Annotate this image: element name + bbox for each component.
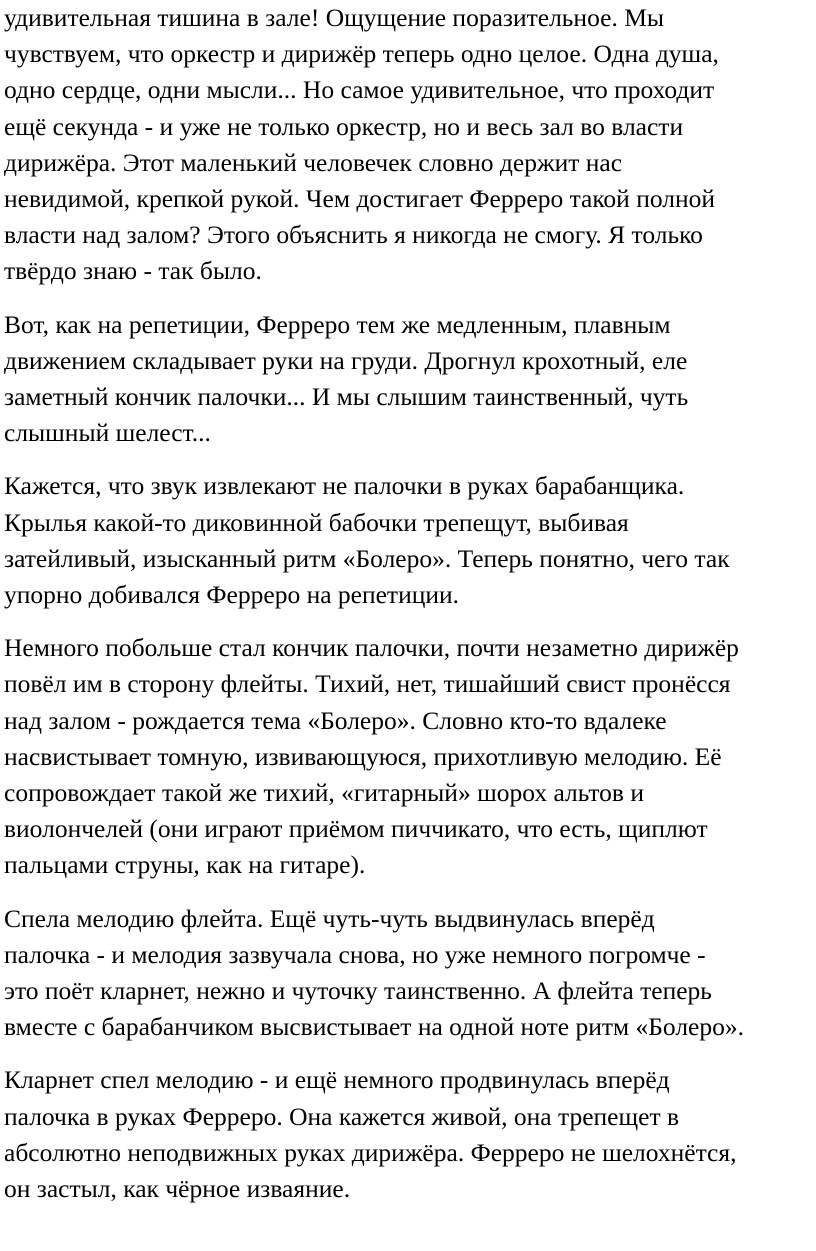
text-line: заметный кончик палочки... И мы слышим таинственный, чуть	[4, 382, 689, 412]
text-line: палочка - и мелодия зазвучала снова, но уже немного погромче -	[4, 939, 706, 969]
paragraph-4	[4, 630, 810, 883]
text-line: чувствуем, что оркестр и дирижёр теперь одно целое. Одна душа,	[4, 39, 719, 69]
text-line: вместе с барабанчиком высвистывает на одной ноте ритм «Болеро».	[4, 1012, 744, 1042]
text-line: дирижёра. Этот маленький человечек словно держит нас	[4, 147, 623, 177]
text-line: Кажется, что звук извлекают не палочки в руках барабанщика.	[4, 471, 685, 501]
text-line: над залом - рождается тема «Болеро». Словно кто-то вдалеке	[4, 705, 667, 735]
text-line: виолончелей (они играют приёмом пиччикато, что есть, щиплют	[4, 814, 708, 844]
paragraph-2	[4, 307, 810, 452]
text-line: упорно добивался Ферреро на репетиции.	[4, 580, 460, 610]
text-line: твёрдо знаю - так было.	[4, 256, 262, 286]
text-line: пальцами струны, как на гитаре).	[4, 850, 366, 880]
text-line: Вот, как на репетиции, Ферреро тем же медленным, плавным	[4, 309, 671, 339]
text-line: ещё секунда - и уже не только оркестр, но и весь зал во власти	[4, 111, 684, 141]
text-line: движением складывает руки на груди. Дрогнул крохотный, еле	[4, 345, 688, 375]
paragraph-6	[4, 1062, 810, 1207]
text-line: Крылья какой-то диковинной бабочки трепещут, выбивая	[4, 507, 629, 537]
text-line: затейливый, изысканный ритм «Болеро». Теперь понятно, чего так	[4, 543, 730, 573]
text-line: одно сердце, одни мысли... Но самое удивительное, что проходит	[4, 75, 715, 105]
text-line: слышный шелест...	[4, 418, 211, 448]
text-line: удивительная тишина в зале! Ощущение поразительное. Мы	[4, 3, 665, 32]
text-line: это поёт кларнет, нежно и чуточку таинственно. А флейта теперь	[4, 976, 712, 1006]
paragraph-1	[4, 0, 810, 290]
text-line: палочка в руках Ферреро. Она кажется живой, она трепещет в	[4, 1101, 680, 1131]
text-line: сопровождает такой же тихий, «гитарный» шорох альтов и	[4, 778, 644, 808]
text-line: он застыл, как чёрное изваяние.	[4, 1174, 351, 1204]
paragraph-5	[4, 901, 810, 1046]
text-line: Кларнет спел мелодию - и ещё немного продвинулась вперёд	[4, 1065, 670, 1095]
text-line: насвистывает томную, извивающуюся, прихотливую мелодию. Её	[4, 741, 722, 771]
text-line: Спела мелодию флейта. Ещё чуть-чуть выдвинулась вперёд	[4, 903, 655, 933]
paragraph-3	[4, 468, 810, 613]
text-line: власти над залом? Этого объяснить я никогда не смогу. Я только	[4, 220, 703, 250]
text-line: Немного побольше стал кончик палочки, почти незаметно дирижёр	[4, 633, 739, 663]
text-line: повёл им в сторону флейты. Тихий, нет, тишайший свист пронёсся	[4, 669, 731, 699]
text-line: абсолютно неподвижных руках дирижёра. Ферреро не шелохнётся,	[4, 1137, 737, 1167]
text-line: невидимой, крепкой рукой. Чем достигает Ферреро такой полной	[4, 184, 716, 214]
